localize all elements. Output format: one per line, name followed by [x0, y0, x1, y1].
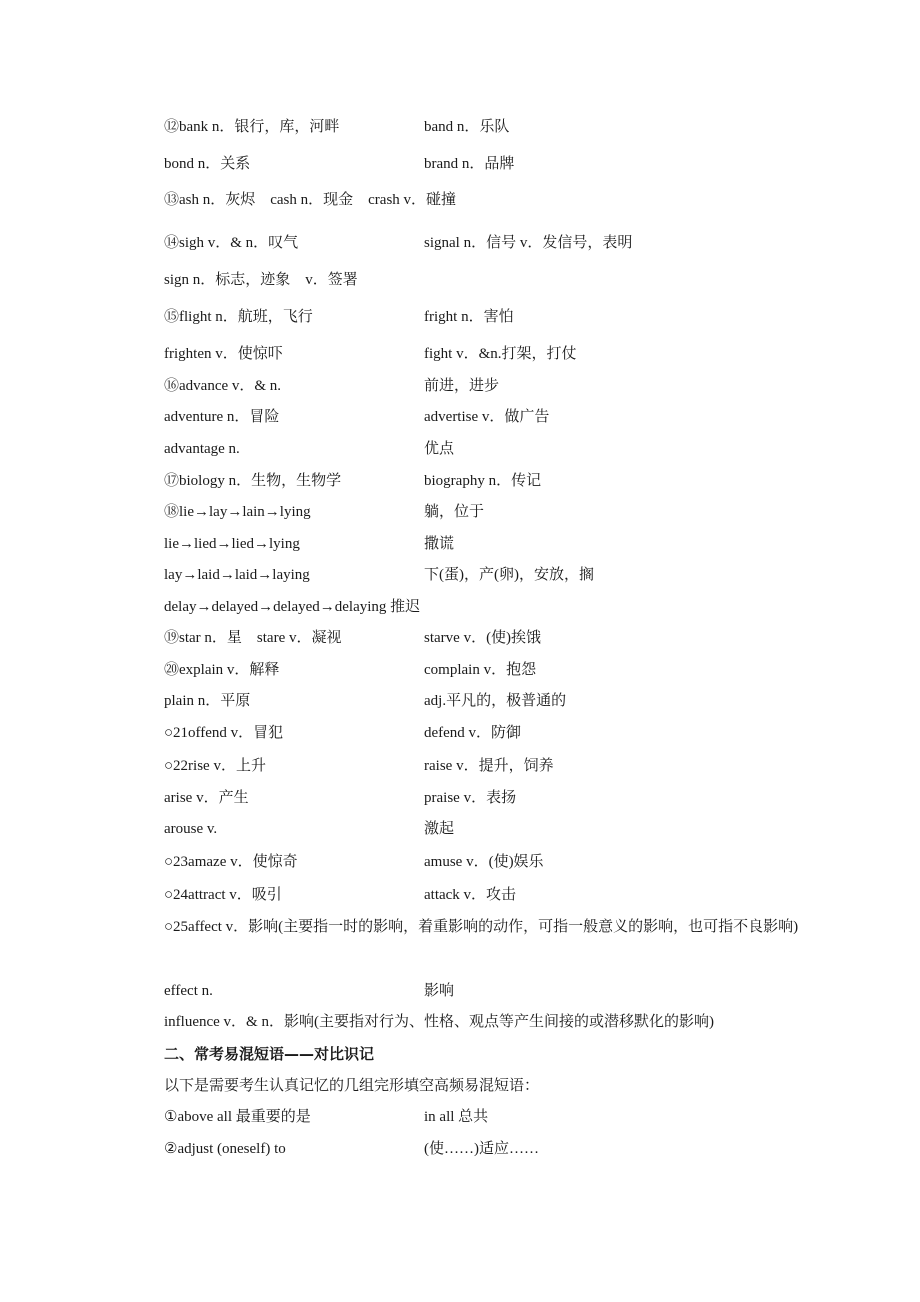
- vocab-row: [164, 375, 820, 397]
- vocab-row: [164, 306, 820, 328]
- vocab-row: [164, 980, 820, 1002]
- vocab-pair: 躺，位于: [424, 504, 485, 520]
- vocab-row: [164, 232, 820, 254]
- vocab-word: lie→lied→lied→lying: [164, 536, 300, 552]
- vocab-row: [164, 564, 820, 586]
- vocab-word: arouse v.: [164, 821, 218, 837]
- vocab-pair: 优点: [424, 441, 455, 457]
- vocab-pair: brand n．品牌: [424, 156, 515, 172]
- vocab-word: ⑫bank n．银行，库，河畔: [164, 119, 340, 135]
- vocab-pair: starve v．(使)挨饿: [424, 630, 542, 646]
- vocab-pair: praise v．表扬: [424, 790, 517, 806]
- vocab-word: ○21offend v．冒犯: [164, 725, 284, 741]
- vocab-row: [164, 818, 820, 840]
- phrase-row: [164, 1138, 820, 1160]
- section-heading: [164, 1043, 820, 1065]
- vocab-word: ⑳explain v．解释: [164, 662, 280, 678]
- vocab-row: [164, 501, 820, 523]
- vocab-pair: attack v．攻击: [424, 887, 517, 903]
- vocab-word: arise v．产生: [164, 790, 249, 806]
- vocab-pair: fright n．害怕: [424, 309, 514, 325]
- vocab-row: [164, 269, 820, 291]
- vocab-row: [164, 627, 820, 649]
- vocab-pair: signal n．信号 v．发信号，表明: [424, 235, 633, 251]
- phrase-pair: in all 总共: [424, 1109, 489, 1125]
- vocab-row: [164, 851, 820, 873]
- vocab-word: lay→laid→laid→laying: [164, 567, 310, 583]
- vocab-pair: defend v．防御: [424, 725, 522, 741]
- affect-paragraph: ○25affect v．影响(主要指一时的影响，着重影响的动作，可指一般意义的影响，也可指不良影响): [164, 919, 799, 935]
- vocab-row: [164, 596, 820, 618]
- vocab-word: ⑰biology n．生物，生物学: [164, 473, 342, 489]
- vocab-word: delay→delayed→delayed→delaying 推迟: [164, 599, 421, 615]
- affect-note: [164, 911, 800, 943]
- vocab-row: [164, 690, 820, 712]
- section-heading-text: 二、常考易混短语——对比识记: [164, 1045, 375, 1063]
- phrase-row: [164, 1106, 820, 1128]
- phrase-pair: (使……)适应……: [424, 1141, 539, 1157]
- vocab-word: ⑭sigh v．& n．叹气: [164, 235, 299, 251]
- vocab-pair: 下(蛋)，产(卵)，安放，搁: [424, 567, 594, 583]
- vocab-pair: amuse v．(使)娱乐: [424, 854, 544, 870]
- vocab-word: advantage n.: [164, 441, 240, 457]
- vocab-pair: 激起: [424, 821, 455, 837]
- vocab-word: ⑱lie→lay→lain→lying: [164, 504, 311, 520]
- vocab-pair: complain v．抱怨: [424, 662, 537, 678]
- vocab-word: plain n．平原: [164, 693, 251, 709]
- vocab-row: [164, 722, 820, 744]
- vocab-row: [164, 533, 820, 555]
- vocab-pair: 影响: [424, 983, 455, 999]
- vocab-word: ⑯advance v．& n.: [164, 378, 282, 394]
- vocab-row: [164, 787, 820, 809]
- vocab-word: ○23amaze v．使惊奇: [164, 854, 298, 870]
- vocab-pair: band n．乐队: [424, 119, 510, 135]
- vocab-word: adventure n．冒险: [164, 409, 280, 425]
- vocab-row: [164, 116, 820, 138]
- vocab-word: sign n．标志，迹象 v．签署: [164, 272, 358, 288]
- vocab-word: ⑮flight n．航班，飞行: [164, 309, 313, 325]
- phrase-word: ①above all 最重要的是: [164, 1109, 311, 1125]
- vocab-word: ⑬ash n．灰烬 cash n．现金 crash v．碰撞: [164, 192, 457, 208]
- vocab-pair: 前进，进步: [424, 378, 500, 394]
- vocab-row: [164, 153, 820, 175]
- vocab-pair: fight v．&n.打架，打仗: [424, 346, 577, 362]
- vocab-row: [164, 343, 820, 365]
- intro-row: [164, 1075, 820, 1097]
- vocab-pair: biography n．传记: [424, 473, 542, 489]
- vocab-word: frighten v．使惊吓: [164, 346, 283, 362]
- vocab-pair: advertise v．做广告: [424, 409, 550, 425]
- vocab-pair: 撒谎: [424, 536, 455, 552]
- vocab-row: [164, 189, 820, 211]
- vocab-row: [164, 438, 820, 460]
- vocab-word: ⑲star n．星 stare v．凝视: [164, 630, 342, 646]
- vocab-pair: raise v．提升，饲养: [424, 758, 554, 774]
- vocab-pair: adj.平凡的，极普通的: [424, 693, 567, 709]
- vocab-word: bond n．关系: [164, 156, 251, 172]
- phrase-word: ②adjust (oneself) to: [164, 1141, 286, 1157]
- intro-text: 以下是需要考生认真记忆的几组完形填空高频易混短语：: [164, 1078, 540, 1094]
- vocab-word: ○24attract v．吸引: [164, 887, 282, 903]
- vocab-row: [164, 659, 820, 681]
- vocab-row: [164, 755, 820, 777]
- vocab-row: [164, 406, 820, 428]
- vocab-row: [164, 884, 820, 906]
- influence-text: influence v．& n．影响(主要指对行为、性格、观点等产生间接的或潜移默化的影响): [164, 1014, 714, 1030]
- vocab-word: effect n.: [164, 983, 213, 999]
- vocab-row: [164, 470, 820, 492]
- influence-row: [164, 1011, 860, 1033]
- vocab-word: ○22rise v．上升: [164, 758, 266, 774]
